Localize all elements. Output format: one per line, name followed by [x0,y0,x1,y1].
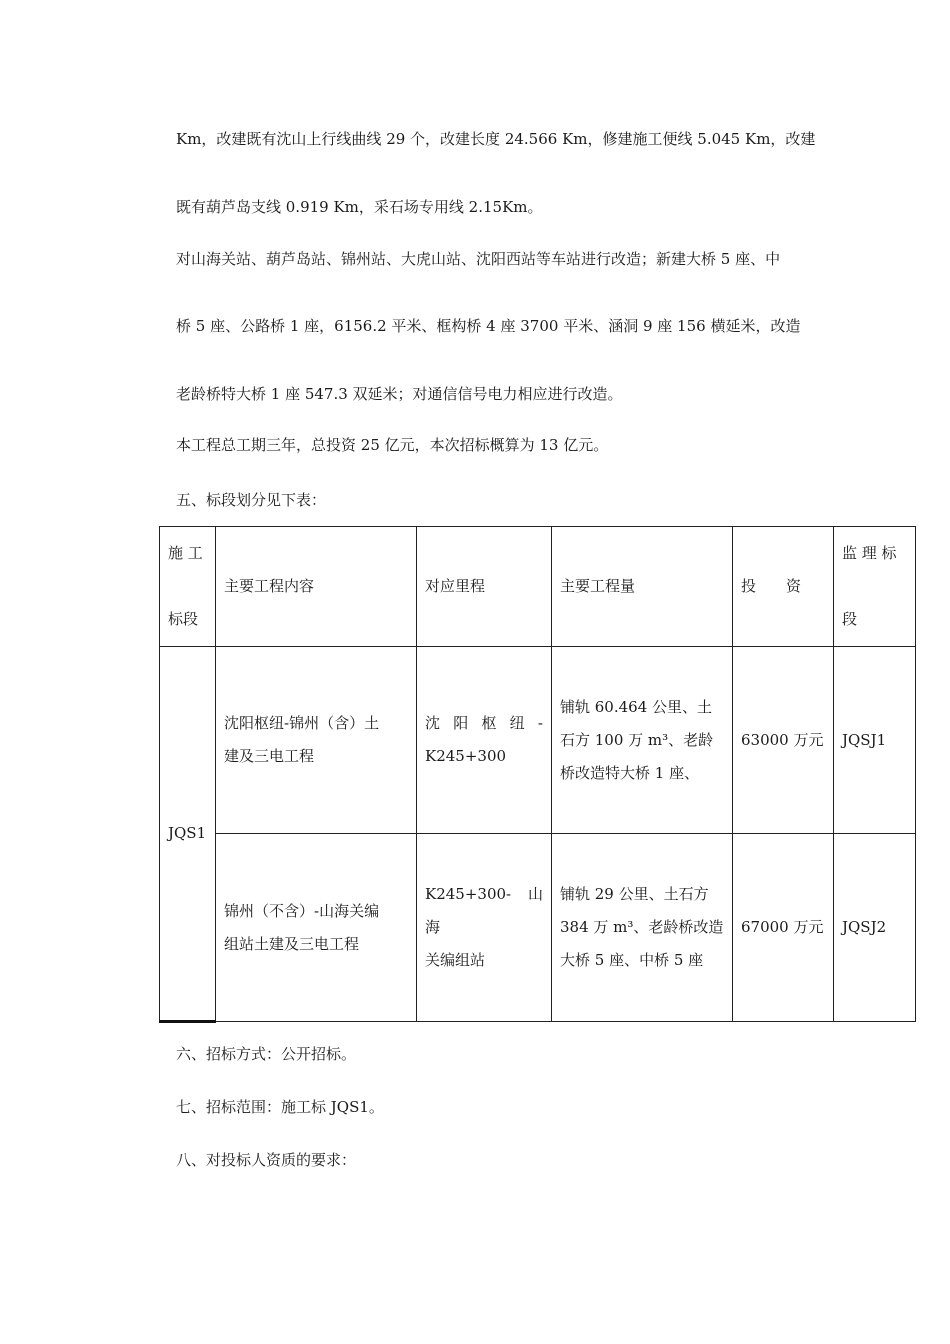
table-row [160,647,916,834]
quantity-cell: 铺轨 60.464 公里、土 石方 100 万 m³、老龄 桥改造特大桥 1 座、 [552,647,733,834]
quantity-cell: 铺轨 29 公里、土石方 384 万 m³、老龄桥改造 大桥 5 座、中桥 5 座 [552,834,733,1022]
header-investment: 投 资 [733,527,834,647]
header-section: 施 工 标段 [160,527,216,647]
paragraph-line: Km，改建既有沈山上行线曲线 29 个，改建长度 24.566 Km，修建施工便线 5.045 Km，改建 [176,130,816,148]
header-content: 主要工程内容 [216,527,417,647]
investment-cell: 63000 万元 [733,647,834,834]
header-supervision: 监 理 标 段 [834,527,916,647]
content-cell: 锦州（不含）-山海关编 组站土建及三电工程 [216,834,417,1022]
header-quantity: 主要工程量 [552,527,733,647]
section-heading: 六、招标方式：公开招标。 [176,1045,357,1063]
paragraph-line: 既有葫芦岛支线 0.919 Km，采石场专用线 2.15Km。 [176,198,543,216]
content-cell: 沈阳枢纽-锦州（含）土 建及三电工程 [216,647,417,834]
mileage-cell: K245+300- 山 海 关编组站 [417,834,552,1022]
table-header-row [160,527,916,647]
supervision-cell: JQSJ2 [834,834,916,1022]
section-heading: 八、对投标人资质的要求： [176,1151,357,1169]
mileage-cell: 沈 阳 枢 纽 - K245+300 [417,647,552,834]
section-heading: 五、标段划分见下表： [176,491,327,509]
paragraph-line: 对山海关站、葫芦岛站、锦州站、大虎山站、沈阳西站等车站进行改造；新建大桥 5 座、中 [176,250,781,268]
bid-section-table [159,526,916,1023]
table-row [160,834,916,1022]
paragraph-line: 桥 5 座、公路桥 1 座，6156.2 平米、框构桥 4 座 3700 平米、涵洞 9 座 156 横延米，改造 [176,317,801,335]
paragraph-line: 老龄桥特大桥 1 座 547.3 双延米；对通信信号电力相应进行改造。 [176,385,623,403]
paragraph-line: 本工程总工期三年，总投资 25 亿元，本次招标概算为 13 亿元。 [176,436,609,454]
investment-cell: 67000 万元 [733,834,834,1022]
section-heading: 七、招标范围：施工标 JQS1。 [176,1098,384,1116]
section-cell: JQS1 [160,647,216,1022]
header-mileage: 对应里程 [417,527,552,647]
supervision-cell: JQSJ1 [834,647,916,834]
